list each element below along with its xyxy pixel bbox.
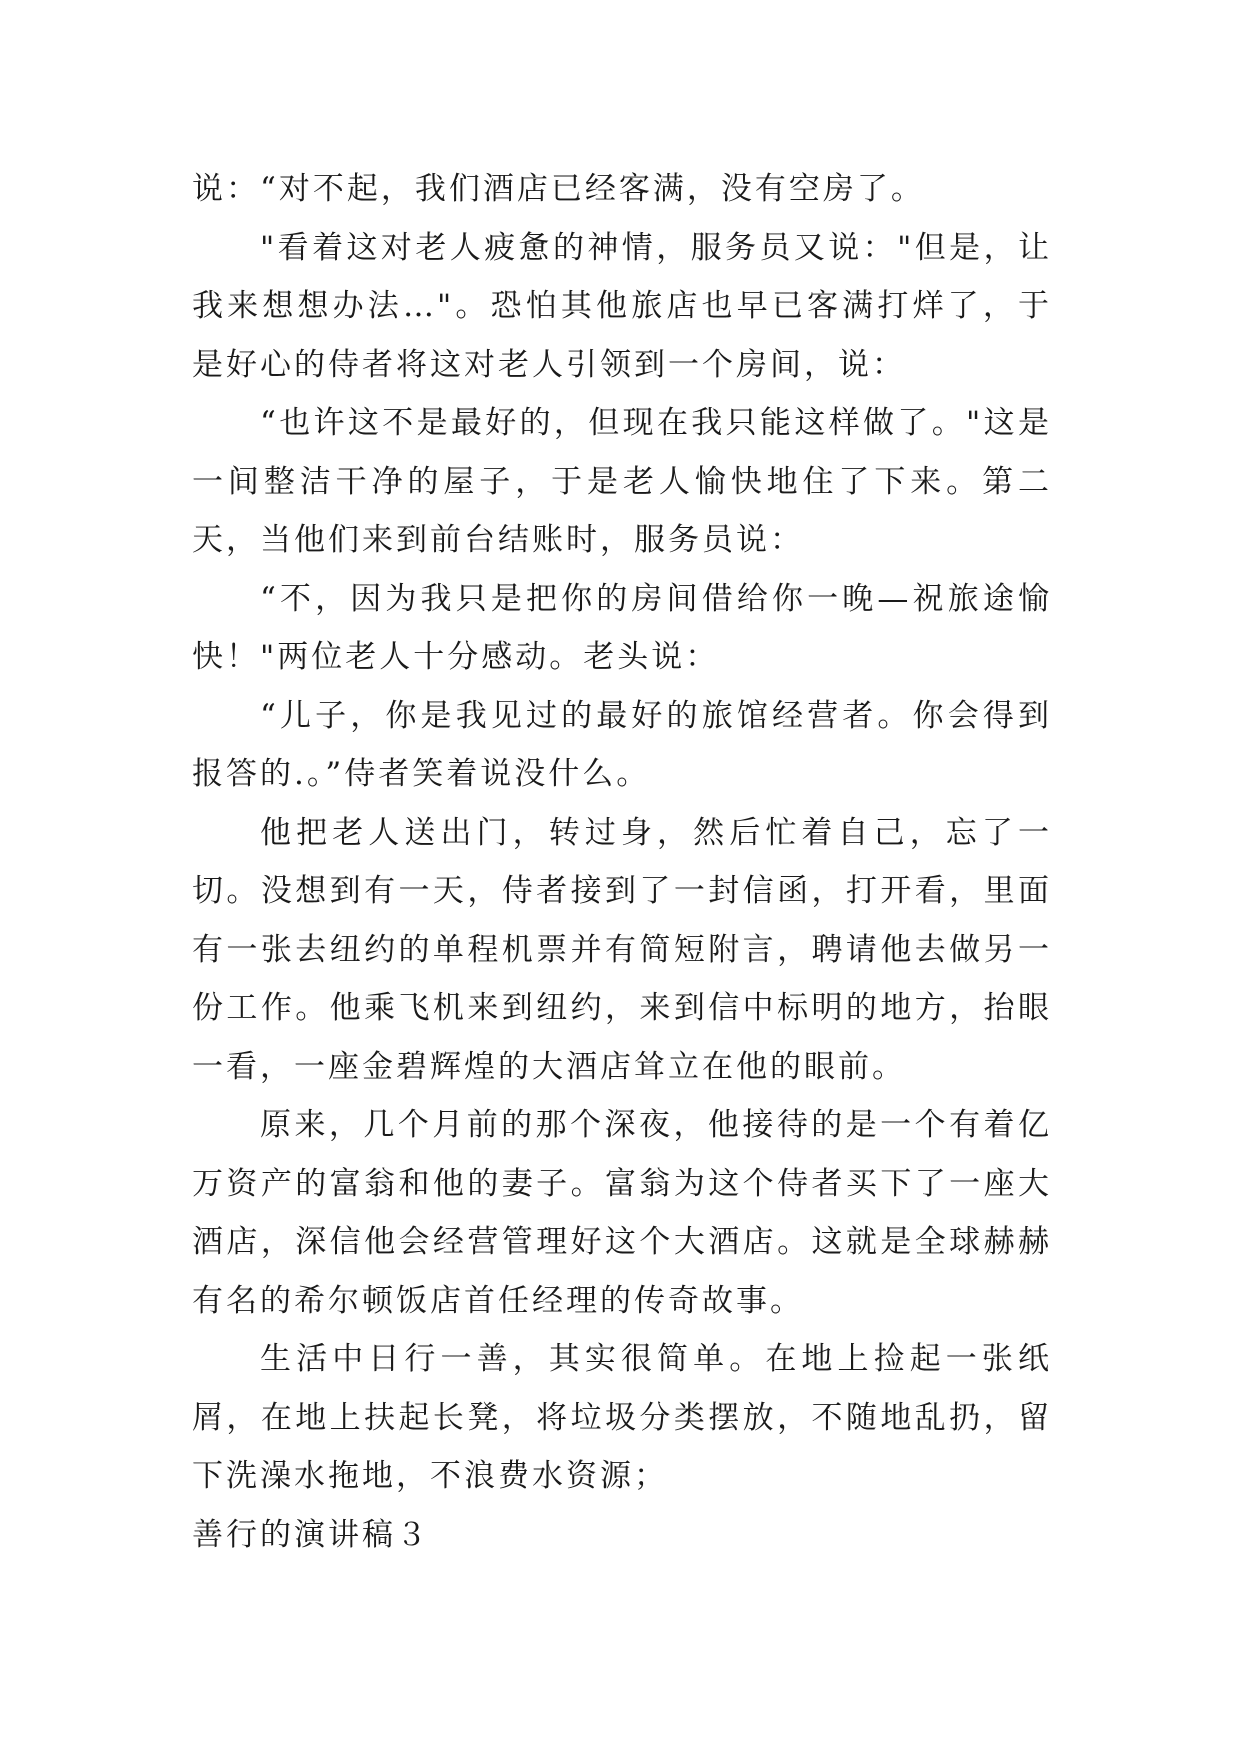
paragraph-3: “也许这不是最好的，但现在我只能这样做了。"这是一间整洁干净的屋子，于是老人愉快地住了下来。第二天，当他们来到前台结账时，服务员说： [192, 405, 1052, 558]
section-heading: 善行的演讲稿３ [192, 1516, 430, 1553]
paragraph-7: 原来，几个月前的那个深夜，他接待的是一个有着亿万资产的富翁和他的妻子。富翁为这个侍者买下了一座大酒店，深信他会经营管理好这个大酒店。这就是全球赫赫有名的希尔顿饭店首任经理的传奇故事。 [192, 1107, 1052, 1319]
paragraph-1: 说：“对不起，我们酒店已经客满，没有空房了。 [192, 171, 925, 207]
paragraph-6: 他把老人送出门，转过身，然后忙着自己，忘了一切。没想到有一天，侍者接到了一封信函，打开看，里面有一张去纽约的单程机票并有简短附言，聘请他去做另一份工作。他乘飞机来到纽约，来到信中标明的地方，抬眼一看，一座金碧辉煌的大酒店耸立在他的眼前。 [192, 814, 1052, 1085]
paragraph-4: “不，因为我只是把你的房间借给你一晚—祝旅途愉快！"两位老人十分感动。老头说： [192, 580, 1052, 675]
document-body [192, 160, 1052, 1564]
paragraph-8: 生活中日行一善，其实很简单。在地上捡起一张纸屑，在地上扶起长凳，将垃圾分类摆放，不随地乱扔，留下洗澡水拖地，不浪费水资源； [192, 1341, 1052, 1494]
paragraph-2: "看着这对老人疲惫的神情，服务员又说："但是，让我来想想办法…"。恐怕其他旅店也早已客满打烊了，于是好心的侍者将这对老人引领到一个房间，说： [192, 229, 1052, 383]
paragraph-5: “儿子，你是我见过的最好的旅馆经营者。你会得到报答的.。”侍者笑着说没什么。 [192, 697, 1052, 792]
